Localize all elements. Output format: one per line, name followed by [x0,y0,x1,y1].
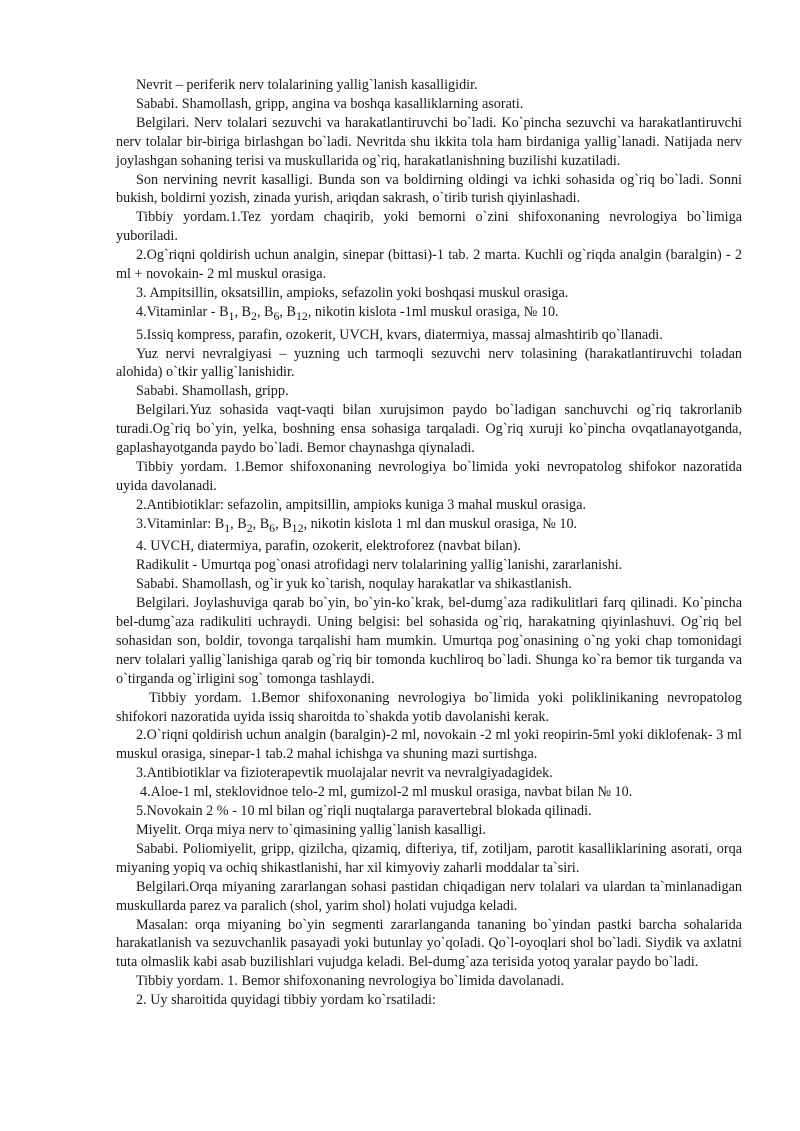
paragraph: 2.Antibiotiklar: sefazolin, ampitsillin, ampioks kuniga 3 mahal muskul orasiga. [136,496,586,513]
paragraph: Masalan: orqa miyaning bo`yin segmenti zararlanganda tananing bo`yindan pastki barcha sohalarida harakatlanish va sezuvchanlik pasayadi yoki butunlay yo`qoladi. Qo`l-oyoqlari shol bo`ladi. Siydik va axlatni tuta olmaslik kabi asab buzilishlari vujudga keladi. Bel-dumg`aza terisida yotoq yaralar paydo bo`ladi. [116,916,742,971]
paragraph: 4. UVCH, diatermiya, parafin, ozokerit, elektroforez (navbat bilan). [136,538,521,555]
paragraph: Belgilari. Joylashuviga qarab bo`yin, bo`yin-ko`krak, bel-dumg`aza radikulitlari farq qilinadi. Ko`pincha bel-dumg`aza radikuliti uchraydi. Uning belgisi: bel sohasida og`riq, harakatning qiyinlashuvi. Og`riq bel sohasidan son, boldir, tovonga tarqalishi ham mumkin. Umurtqa pog`onasining o`ng yoki chap tomonidagi nerv tolalari yallig`lanishiga qarab og`riq bir tomonda kuchliroq bo`ladi. Shunga ko`ra bemor tik turganda va o`tirganda og`irligini sog` tomonga tashlaydi. [116,595,742,687]
paragraph: Tibbiy yordam.1.Tez yordam chaqirib, yoki bemorni o`zini shifoxonaning nevrologiya bo`limiga yuboriladi. [116,209,742,245]
paragraph: 4.Vitaminlar - $B_1$, $B_2$, $B_6$, $B_{12}$, nikotin kislota -1ml muskul orasiga, № 10. [136,303,559,323]
paragraph: 5.Novokain 2 % - 10 ml bilan og`riqli nuqtalarga paravertebral blokada qilinadi. [136,803,592,820]
paragraph: Miyelit. Orqa miya nerv to`qimasining yallig`lanish kasalligi. [136,822,486,838]
paragraph: Belgilari.Yuz sohasida vaqt-vaqti bilan xurujsimon paydo bo`ladigan sanchuvchi og`riq takrorlanib turadi.Og`riq bo`yin, yelka, boshning ensa sohasiga tarqaladi. Og`riq xuruji ko`pincha ovqatlanayotganda, gaplashayotganda paydo bo`ladi. Bemor chaynashga qiynaladi. [116,402,742,457]
paragraph: 3.Vitaminlar: $B_1$, $B_2$, $B_6$, $B_{12}$, nikotin kislota 1 ml dan muskul orasiga, № 10. [136,515,578,535]
paragraph: Sababi. Poliomiyelit, gripp, qizilcha, qizamiq, difteriya, tif, zotiljam, parotit kasalliklarining asorati, orqa miyaning yopiq va ochiq shikastlanishi, har xil kimyoviy zaharli moddalar ta`siri. [116,840,742,876]
paragraph: 3. Ampitsillin, oksatsillin, ampioks, sefazolin yoki boshqasi muskul orasiga. [136,284,569,301]
document-page [116,76,742,1010]
paragraph: Tibbiy yordam. 1. Bemor shifoxonaning nevrologiya bo`limida davolanadi. [136,973,565,990]
paragraph: Belgilari.Orqa miyaning zararlangan sohasi pastidan chiqadigan nerv tolalari va ulardan ta`minlanadigan muskullarda parez va paralich (shol, yarim shol) holati vujudga keladi. [116,878,742,914]
paragraph: Yuz nervi nevralgiyasi – yuzning uch tarmoqli sezuvchi nerv tolasining (harakatlantiruvchi toladan alohida) o`tkir yallig`lanishidir. [116,345,742,381]
paragraph: 2.O`riqni qoldirish uchun analgin (baralgin)-2 ml, novokain -2 ml yoki reopirin-5ml yoki diklofenak- 3 ml muskul orasiga, sinepar-1 tab.2 mahal ichishga va shuning mazi surtishga. [116,727,742,763]
paragraph: 2. Uy sharoitida quyidagi tibbiy yordam ko`rsatiladi: [136,992,436,1009]
paragraph: Tibbiy yordam. 1.Bemor shifoxonaning nevrologiya bo`limida yoki nevropatolog shifokor nazoratida uyida davolanadi. [116,458,742,494]
paragraph: Sababi. Shamollash, og`ir yuk ko`tarish, noqulay harakatlar va shikastlanish. [136,576,572,593]
paragraph: Belgilari. Nerv tolalari sezuvchi va harakatlantiruvchi bo`ladi. Ko`pincha sezuvchi va harakatlantiruvchi nerv tolalar bir-biriga birlashgan bo`ladi. Nevritda shu ikkita tola ham birdaniga yallig`lanadi. Natijada nerv joylashgan sohaning terisi va muskullarida og`riq, harakatlanishning buzilishi kuzatiladi. [116,114,742,169]
paragraph: Sababi. Shamollash, gripp, angina va boshqa kasalliklarning asorati. [136,95,524,112]
paragraph: Tibbiy yordam. 1.Bemor shifoxonaning nevrologiya bo`limida yoki poliklinikaning nevropatolog shifokori nazoratida uyida issiq sharoitda to`shakda yotib davolanishi kerak. [116,689,742,725]
paragraph: Radikulit - Umurtqa pog`onasi atrofidagi nerv tolalarining yallig`lanishi, zararlanishi. [136,557,623,574]
paragraph: Sababi. Shamollash, gripp. [136,383,289,400]
paragraph: Son nervining nevrit kasalligi. Bunda son va boldirning oldingi va ichki sohasida og`riq bo`ladi. Sonni bukish, boldirni yozish, zinada yurish, ariqdan sakrash, o`tirib turish qiyinlashadi. [116,171,742,207]
paragraph: 4.Aloe-1 ml, steklovidnoe telo-2 ml, gumizol-2 ml muskul orasiga, navbat bilan № 10. [140,784,633,801]
paragraph: 3.Antibiotiklar va fizioterapevtik muolajalar nevrit va nevralgiyadagidek. [136,765,553,782]
paragraph: Nevrit – periferik nerv tolalarining yallig`lanish kasalligidir. [136,77,478,93]
paragraph: 2.Og`riqni qoldirish uchun analgin, sinepar (bittasi)-1 tab. 2 marta. Kuchli og`riqda analgin (baralgin) - 2 ml + novokain- 2 ml muskul orasiga. [116,247,742,283]
paragraph: 5.Issiq kompress, parafin, ozokerit, UVCH, kvars, diatermiya, massaj almashtirib qo`llanadi. [136,326,663,343]
